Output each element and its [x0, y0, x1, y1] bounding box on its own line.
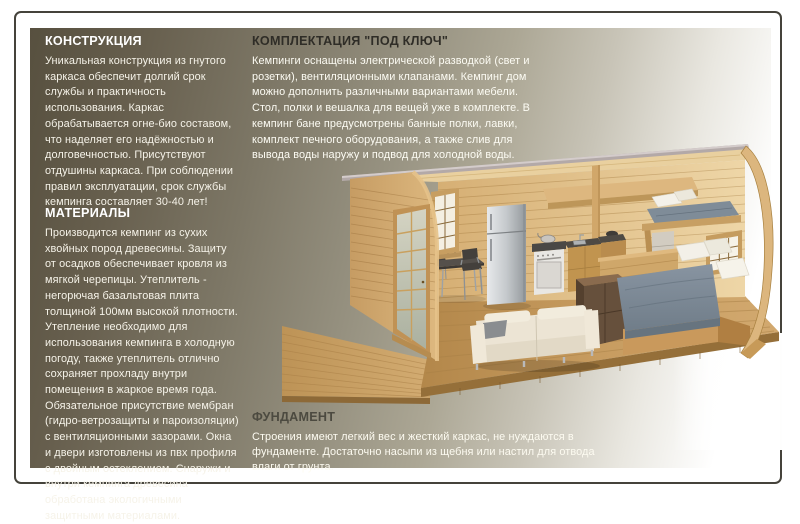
camping-house-illustration — [280, 130, 786, 450]
package-body: Кемпинги оснащены электрической разводкой (свет и розетки), вентиляционными клапанами. Кемпинг дом можно дополнить различными вариантами мебели. Стол, полки и вешалка для вещей уже в комплекте. В кемпинг бане предусмотрены банные полки, лавки, комплект печного оборудования, а также слив для вывода воды наружу и подвод для холодной воды. — [252, 55, 530, 162]
construction-body: Уникальная конструкция из гнутого каркаса обеспечит долгий срок службы и практичность использования. Каркас обрабатывается огне-био составом, что наделяет его надёжностью и долговечностью. Присутствуют отдушины каркаса. При соблюдении правил эксплуатации, срок службы кемпинга составляет 30-40 лет! — [45, 55, 234, 209]
materials-heading: МАТЕРИАЛЫ — [45, 206, 131, 220]
materials-body: Производится кемпинг из сухих хвойных пород древесины. Защиту от осадков обеспечивает кровля из мягкой черепицы. Утеплитель - негорючая базальтовая плита толщиной 100мм высокой плотности. Утепление необходимо для использования кемпинга в холодную погоду, также утеплитель отлично сохраняет прохладу внутри помещения в жаркое время года. Обязательное присутствие мембран (гидро-ветрозащиты и пароизоляции) с вентиляционными зазорами. Окна и двери изготовлены из пвх профиля с двойным остеклением. Снаружи и внутри кемпинга древесина обработана экологичными защитными материалами. — [45, 227, 239, 522]
package-heading: КОМПЛЕКТАЦИЯ "ПОД КЛЮЧ" — [252, 34, 449, 48]
construction-heading: КОНСТРУКЦИЯ — [45, 34, 142, 48]
section-construction — [45, 34, 239, 211]
left-wall — [350, 172, 437, 361]
section-materials — [45, 206, 239, 524]
glass-door — [393, 204, 430, 354]
foundation-heading: ФУНДАМЕНТ — [252, 410, 336, 424]
fridge — [483, 204, 531, 310]
foundation-body: Строения имеют легкий вес и жесткий каркас, не нуждаются в фундаменте. Достаточно насыпи из щебня или настил для отвода влаги от грунта. — [252, 431, 595, 473]
